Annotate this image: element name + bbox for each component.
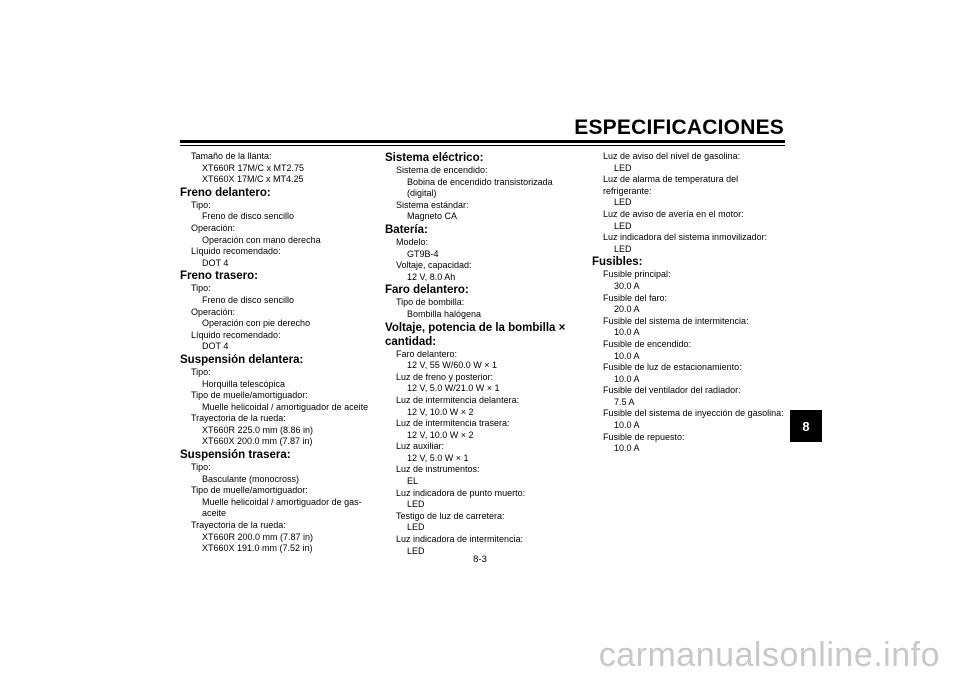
section-heading: Freno delantero: xyxy=(180,186,271,199)
spec-label: Sistema de encendido: xyxy=(396,165,488,175)
spec-label: Modelo: xyxy=(396,236,429,247)
spec-value: LED xyxy=(614,197,632,208)
spec-value: 7.5 A xyxy=(614,396,635,407)
spec-value: Bobina de encendido transistorizada xyxy=(407,176,553,187)
spec-label: Voltaje, capacidad: xyxy=(396,260,472,271)
spec-value: Muelle helicoidal / amortiguador de gas- xyxy=(202,496,362,507)
section-heading: Freno trasero: xyxy=(180,270,258,283)
section-heading: Fusibles: xyxy=(592,256,643,269)
spec-value: LED xyxy=(407,522,425,533)
section-heading: Voltaje, potencia de la bombilla × xyxy=(385,321,566,334)
spec-value: XT660X 200.0 mm (7.87 in) xyxy=(202,436,313,447)
spec-label: Tipo de muelle/amortiguador: xyxy=(191,390,308,401)
spec-value: Freno de disco sencillo xyxy=(202,211,295,222)
header-rule xyxy=(180,140,785,143)
spec-label: Líquido recomendado: xyxy=(191,329,281,340)
spec-label: Luz de aviso de avería en el motor: xyxy=(603,208,744,219)
spec-label: Líquido recomendado: xyxy=(191,246,281,257)
spec-value: EL xyxy=(407,476,419,487)
header-rule-thin xyxy=(180,145,785,146)
spec-value: DOT 4 xyxy=(202,341,229,352)
spec-label: Testigo de luz de carretera: xyxy=(396,510,505,521)
spec-label: Luz de aviso del nivel de gasolina: xyxy=(603,151,741,161)
spec-label: Tipo: xyxy=(191,366,211,377)
page-number: 8-3 xyxy=(473,554,487,565)
spec-value: 10.0 A xyxy=(614,443,640,454)
spec-value: aceite xyxy=(202,508,227,519)
spec-value: XT660R 17M/C x MT2.75 xyxy=(202,162,305,173)
spec-value: 12 V, 8.0 Ah xyxy=(407,271,456,282)
spec-label: Fusible de encendido: xyxy=(603,338,692,349)
spec-value: DOT 4 xyxy=(202,257,229,268)
spec-value: XT660R 200.0 mm (7.87 in) xyxy=(202,531,314,542)
spec-value: Horquilla telescópica xyxy=(202,378,286,389)
spec-value: 12 V, 10.0 W × 2 xyxy=(407,429,474,440)
spec-value: 10.0 A xyxy=(614,373,640,384)
spec-label: Tipo: xyxy=(191,199,211,210)
section-heading: cantidad: xyxy=(385,335,437,348)
spec-label: Fusible del ventilador del radiador: xyxy=(603,385,741,396)
watermark: carmanualsonline.info xyxy=(598,636,940,674)
spec-label: Fusible del faro: xyxy=(603,292,668,303)
spec-column-1 xyxy=(180,151,380,555)
spec-label: Luz indicadora del sistema inmovilizador: xyxy=(603,232,768,243)
spec-label: Trayectoria de la rueda: xyxy=(191,520,286,531)
spec-label: Operación: xyxy=(191,222,236,233)
spec-column-3 xyxy=(592,151,792,455)
section-heading: Faro delantero: xyxy=(385,284,469,297)
spec-label: Luz auxiliar: xyxy=(396,441,445,452)
spec-value: LED xyxy=(407,545,425,556)
chapter-tab: 8 xyxy=(790,410,822,442)
spec-value: Operación con mano derecha xyxy=(202,234,321,245)
spec-label: Luz de intermitencia delantera: xyxy=(396,394,520,405)
spec-label: Operación: xyxy=(191,306,236,317)
spec-label: Luz de alarma de temperatura del xyxy=(603,174,739,185)
spec-label: Fusible de repuesto: xyxy=(603,431,685,442)
spec-value: 12 V, 55 W/60.0 W × 1 xyxy=(407,360,497,371)
spec-value: XT660X 17M/C x MT4.25 xyxy=(202,174,304,185)
spec-label: Tipo de bombilla: xyxy=(396,297,465,308)
spec-value: 12 V, 5.0 W/21.0 W × 1 xyxy=(407,383,500,394)
spec-label: Tamaño de la llanta: xyxy=(191,151,272,161)
spec-label: Tipo: xyxy=(191,283,211,294)
spec-value: Magneto CA xyxy=(407,211,458,222)
spec-value: LED xyxy=(614,243,632,254)
spec-value: Operación con pie derecho xyxy=(202,318,311,329)
section-heading: Suspensión trasera: xyxy=(180,449,291,462)
spec-value: GT9B-4 xyxy=(407,248,439,259)
section-heading: Suspensión delantera: xyxy=(180,353,304,366)
spec-value: 20.0 A xyxy=(614,304,640,315)
spec-value: 12 V, 5.0 W × 1 xyxy=(407,452,469,463)
spec-value: 10.0 A xyxy=(614,327,640,338)
spec-label: Luz de intermitencia trasera: xyxy=(396,418,510,429)
spec-label: Luz indicadora de intermitencia: xyxy=(396,534,524,545)
spec-label: refrigerante: xyxy=(603,185,652,196)
spec-label: Fusible del sistema de inyección de gasolina: xyxy=(603,408,784,419)
spec-label: Tipo de muelle/amortiguador: xyxy=(191,485,308,496)
spec-value: Muelle helicoidal / amortiguador de aceite xyxy=(202,401,369,412)
spec-value: 30.0 A xyxy=(614,280,640,291)
section-heading: Sistema eléctrico: xyxy=(385,152,484,164)
spec-value: 12 V, 10.0 W × 2 xyxy=(407,406,474,417)
spec-label: Tipo: xyxy=(191,462,211,473)
spec-value: XT660R 225.0 mm (8.86 in) xyxy=(202,424,314,435)
section-heading: Batería: xyxy=(385,223,428,236)
spec-value: Freno de disco sencillo xyxy=(202,294,295,305)
spec-label: Trayectoria de la rueda: xyxy=(191,413,286,424)
spec-label: Luz indicadora de punto muerto: xyxy=(396,487,526,498)
spec-value: 10.0 A xyxy=(614,420,640,431)
spec-label: Luz de freno y posterior: xyxy=(396,371,494,382)
spec-label: Sistema estándar: xyxy=(396,199,469,210)
spec-value: Bombilla halógena xyxy=(407,308,482,319)
spec-column-2 xyxy=(385,151,585,557)
spec-value: (digital) xyxy=(407,188,437,199)
spec-value: LED xyxy=(407,499,425,510)
spec-label: Faro delantero: xyxy=(396,348,458,359)
spec-value: LED xyxy=(614,220,632,231)
page-title: ESPECIFICACIONES xyxy=(574,116,784,139)
spec-label: Fusible de luz de estacionamiento: xyxy=(603,362,742,373)
spec-label: Fusible del sistema de intermitencia: xyxy=(603,315,749,326)
spec-label: Luz de instrumentos: xyxy=(396,464,480,475)
spec-value: 10.0 A xyxy=(614,350,640,361)
spec-value: LED xyxy=(614,162,632,173)
spec-value: XT660X 191.0 mm (7.52 in) xyxy=(202,543,313,554)
spec-label: Fusible principal: xyxy=(603,269,671,280)
spec-value: Basculante (monocross) xyxy=(202,473,300,484)
